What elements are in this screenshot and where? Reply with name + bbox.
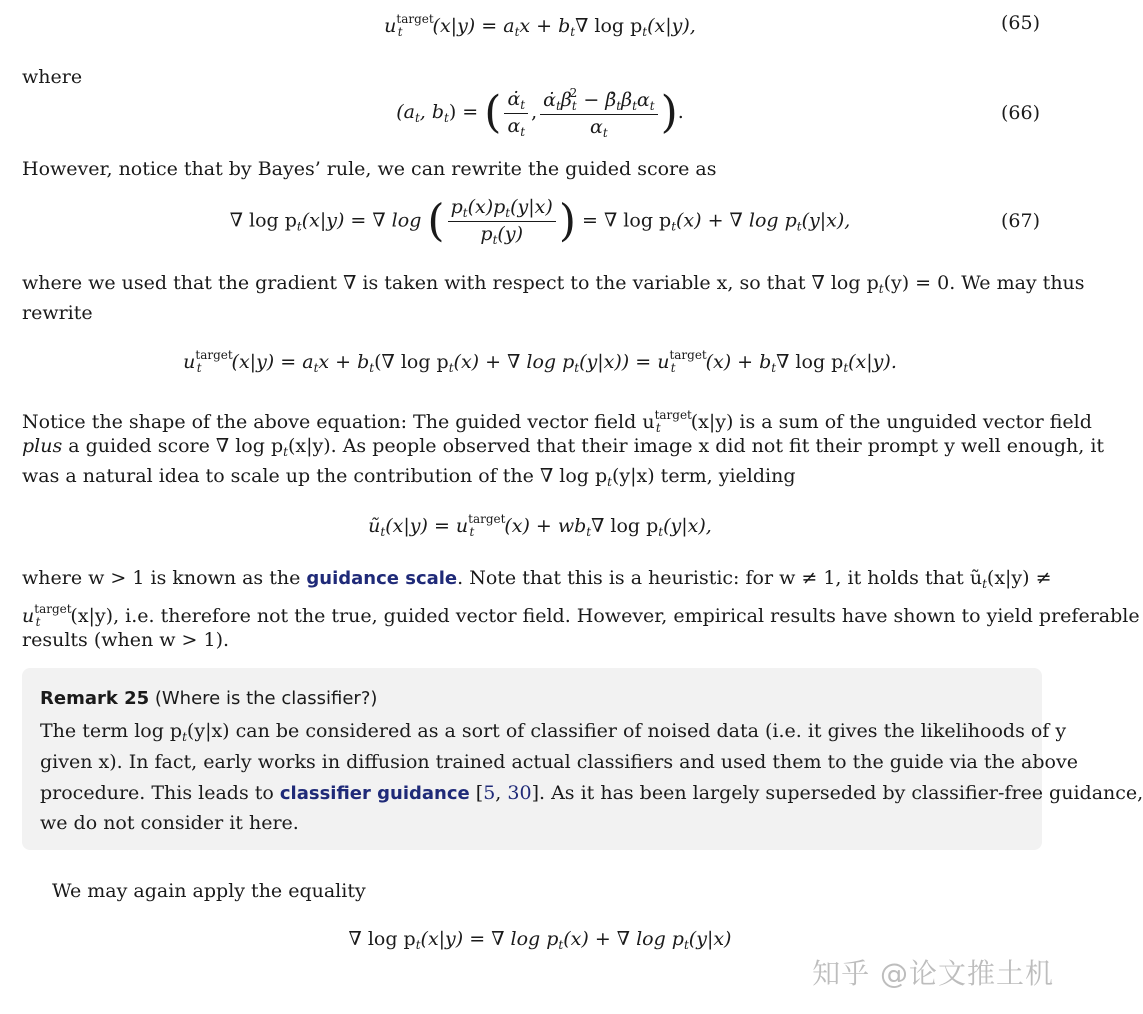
paragraph-bayes: However, notice that by Bayes’ rule, we can rewrite the guided score as bbox=[22, 158, 717, 180]
eq-sub: t bbox=[296, 219, 302, 234]
eq-sub: t bbox=[469, 525, 475, 539]
equation-number-67: (67) bbox=[1000, 210, 1040, 232]
text-run: ]. As it has been largely superseded by classifier-free guidance, bbox=[531, 782, 1143, 804]
text-run: , bbox=[495, 782, 508, 804]
fraction-1 bbox=[504, 88, 528, 139]
eq-sub: t bbox=[771, 361, 777, 375]
eq-text: (x|y) = a bbox=[432, 15, 515, 37]
eq-text: ũ bbox=[368, 515, 381, 537]
eq-sub: t bbox=[616, 99, 622, 113]
text-run: (y) = 0. We may thus bbox=[883, 272, 1085, 294]
eq-sub: t bbox=[415, 938, 421, 952]
equation-65 bbox=[0, 12, 1080, 39]
eq-sup: target bbox=[34, 602, 72, 616]
left-paren: ( bbox=[484, 87, 502, 138]
eq-sub: t bbox=[35, 615, 41, 629]
eq-sub: t bbox=[642, 25, 648, 39]
remark-box bbox=[22, 668, 1143, 850]
eq-text: α bbox=[507, 114, 521, 137]
text-run: [ bbox=[469, 782, 484, 804]
eq-sub: t bbox=[655, 421, 661, 435]
text-run: where we used that the gradient ∇ is taken with respect to the variable x, so that ∇ log p bbox=[22, 272, 879, 294]
eq-sub: t bbox=[514, 25, 520, 39]
eq-sub: t bbox=[462, 206, 468, 220]
eq-symbol: u bbox=[384, 15, 397, 37]
eq-text: ∇ log p bbox=[776, 351, 844, 373]
equation-66: ($a_t$, $b_t$) = ( $\frac{\alphȧ_t}{\alpha_t}$ , $\frac{\alphȧ_t\beta_t^2 - \betȧ_t\beta_t\alpha_t}{\alpha_t}$ ). bbox=[396, 86, 684, 140]
eq-text: x + b bbox=[519, 15, 571, 37]
equation-number-65: (65) bbox=[1000, 12, 1040, 34]
right-paren: ) bbox=[558, 195, 576, 247]
text-run: where w > 1 is known as the bbox=[22, 567, 307, 589]
text-run: (x|y). As people observed that their image x did not fit their prompt y well enough, it bbox=[287, 435, 1105, 457]
fraction-2 bbox=[540, 86, 657, 140]
eq-sub: t bbox=[520, 97, 526, 112]
eq-sub: t bbox=[283, 445, 288, 459]
eq-sub: t bbox=[571, 99, 577, 113]
paragraph-shape-line3 bbox=[22, 461, 1042, 497]
eq-text: (∇ log p bbox=[374, 351, 449, 373]
text-run: (y|x) can be considered as a sort of classifier of noised data (i.e. it gives the likelihoods of y bbox=[186, 720, 1067, 742]
eq-text: (x|y), bbox=[647, 15, 696, 37]
eq-sub: t bbox=[982, 577, 987, 591]
eq-text: (x) + ∇ log p bbox=[676, 209, 797, 232]
eq-text: α̇ bbox=[543, 89, 556, 111]
text-run: u bbox=[22, 605, 35, 627]
watermark: 知乎 @论文推土机 bbox=[812, 957, 1054, 990]
eq-sub: t bbox=[492, 233, 498, 247]
eq-text: α̇ bbox=[507, 87, 521, 110]
eq-text: (y) bbox=[497, 223, 523, 245]
text-run: (x|y), i.e. therefore not the true, guided vector field. However, empirical results have shown to yield preferable bbox=[70, 605, 1140, 627]
eq-sub: t bbox=[671, 219, 677, 234]
eq-text: α bbox=[590, 116, 603, 138]
eq-sup: target bbox=[195, 348, 233, 362]
classifier-guidance-term: classifier guidance bbox=[279, 783, 470, 804]
eq-sub: t bbox=[196, 361, 202, 375]
eq-sub: t bbox=[602, 126, 608, 140]
eq-text: (x) + wb bbox=[504, 515, 587, 537]
eq-text: u bbox=[183, 351, 196, 373]
eq-sub: t bbox=[570, 25, 576, 39]
eq-sup: 2 bbox=[569, 86, 578, 100]
text-run: (x|y) ≠ bbox=[986, 567, 1052, 589]
eq-sub: t bbox=[574, 361, 580, 375]
eq-sub: t bbox=[632, 99, 637, 113]
eq-sub: t bbox=[414, 111, 420, 125]
remark-number: Remark 25 bbox=[40, 688, 150, 709]
citation-link[interactable]: 5 bbox=[483, 782, 496, 804]
equation-cfg bbox=[0, 512, 1080, 539]
remark-subtitle: (Where is the classifier?) bbox=[149, 688, 378, 709]
eq-text: , b bbox=[419, 101, 445, 123]
eq-text: (y|x), bbox=[663, 515, 712, 537]
eq-sub: t bbox=[649, 99, 655, 113]
eq-text: (y|x)) = u bbox=[579, 351, 670, 373]
eq-text: (x|y) = ∇ log bbox=[301, 209, 422, 232]
eq-text: (x|y) = a bbox=[231, 351, 314, 373]
citation-link[interactable]: 30 bbox=[507, 782, 532, 804]
text-run: plus bbox=[22, 435, 63, 457]
eq-text: (x|y) = ∇ log p bbox=[420, 928, 559, 950]
text-run: Notice the shape of the above equation: The guided vector field u bbox=[22, 411, 655, 433]
eq-text: . bbox=[677, 101, 684, 123]
remark-line4: we do not consider it here. bbox=[40, 812, 299, 834]
eq-text: ∇ log p bbox=[591, 515, 659, 537]
eq-sub: t bbox=[182, 730, 187, 744]
eq-sub: t bbox=[586, 525, 592, 539]
eq-sub: t bbox=[658, 525, 664, 539]
eq-sub: t bbox=[520, 124, 526, 139]
eq-sub: t bbox=[397, 25, 403, 39]
eq-sup: target bbox=[468, 512, 506, 526]
text-run: The term log p bbox=[40, 720, 183, 742]
eq-text: ∇ log p bbox=[229, 209, 297, 232]
paragraph-gradient-line2: rewrite bbox=[22, 302, 93, 324]
right-paren: ) bbox=[660, 87, 678, 138]
text-run: a guided score ∇ log p bbox=[62, 435, 284, 457]
remark-line3 bbox=[40, 778, 1143, 809]
text-run: procedure. This leads to bbox=[40, 782, 280, 804]
text-run: was a natural idea to scale up the contribution of the ∇ log p bbox=[22, 465, 608, 487]
eq-sub: t bbox=[683, 938, 689, 952]
eq-text: − β̇ bbox=[577, 89, 617, 111]
eq-text: α bbox=[636, 89, 650, 111]
eq-sub: t bbox=[369, 361, 375, 375]
eq-text: (x|y). bbox=[848, 351, 897, 373]
eq-text: ∇ log p bbox=[575, 15, 643, 37]
eq-text: x + b bbox=[318, 351, 370, 373]
eq-sub: t bbox=[556, 99, 561, 113]
remark-title bbox=[40, 684, 1024, 714]
paragraph-guidance-line3: results (when w > 1). bbox=[22, 629, 230, 651]
text-run: (x|y) is a sum of the unguided vector field bbox=[690, 411, 1092, 433]
where-label: where bbox=[22, 66, 83, 88]
eq-text: β bbox=[621, 89, 633, 111]
eq-sub: t bbox=[843, 361, 849, 375]
eq-sub: t bbox=[796, 219, 802, 234]
eq-sub: t bbox=[380, 525, 386, 539]
eq-sub: t bbox=[313, 361, 319, 375]
eq-text: (x)p bbox=[467, 196, 506, 218]
eq-text: β bbox=[560, 89, 572, 111]
fraction-bayes bbox=[448, 196, 556, 247]
eq-sup: target bbox=[669, 348, 707, 362]
text-run: . Note that this is a heuristic: for w ≠ 1, it holds that ũ bbox=[457, 567, 983, 589]
eq-text: p bbox=[480, 223, 493, 245]
eq-text: (x|y) = u bbox=[385, 515, 469, 537]
eq-text: ) = bbox=[448, 101, 479, 123]
text-run: (y|x) term, yielding bbox=[611, 465, 796, 487]
eq-text: = ∇ log p bbox=[582, 209, 672, 232]
eq-text: ∇ log p bbox=[348, 928, 416, 950]
equation-67 bbox=[0, 196, 1080, 247]
guidance-scale-term: guidance scale bbox=[306, 568, 458, 589]
eq-text: (x) + ∇ log p bbox=[563, 928, 684, 950]
eq-text: (y|x) bbox=[688, 928, 732, 950]
left-paren: ( bbox=[427, 195, 445, 247]
eq-sup: target bbox=[396, 12, 434, 26]
equation-rewrite bbox=[0, 348, 1080, 375]
eq-text: (y|x) bbox=[510, 196, 553, 218]
eq-sub: t bbox=[670, 361, 676, 375]
eq-sub: t bbox=[878, 282, 884, 296]
eq-text: p bbox=[450, 196, 463, 218]
equation-equality bbox=[0, 928, 1080, 952]
eq-text: (a bbox=[396, 101, 415, 123]
eq-sub: t bbox=[607, 475, 612, 489]
eq-text: (x) + ∇ log p bbox=[453, 351, 575, 373]
eq-text: (x) + b bbox=[705, 351, 772, 373]
eq-sub: t bbox=[444, 111, 449, 125]
eq-sub: t bbox=[558, 938, 564, 952]
eq-text: (y|x), bbox=[801, 209, 851, 232]
equation-number-66: (66) bbox=[1000, 102, 1040, 124]
paragraph-equality: We may again apply the equality bbox=[52, 880, 366, 902]
eq-sup: target bbox=[654, 408, 692, 422]
eq-sub: t bbox=[505, 206, 511, 220]
eq-sub: t bbox=[448, 361, 454, 375]
remark-line2: given x). In fact, early works in diffusion trained actual classifiers and used them to the guide via the above bbox=[40, 751, 1078, 773]
